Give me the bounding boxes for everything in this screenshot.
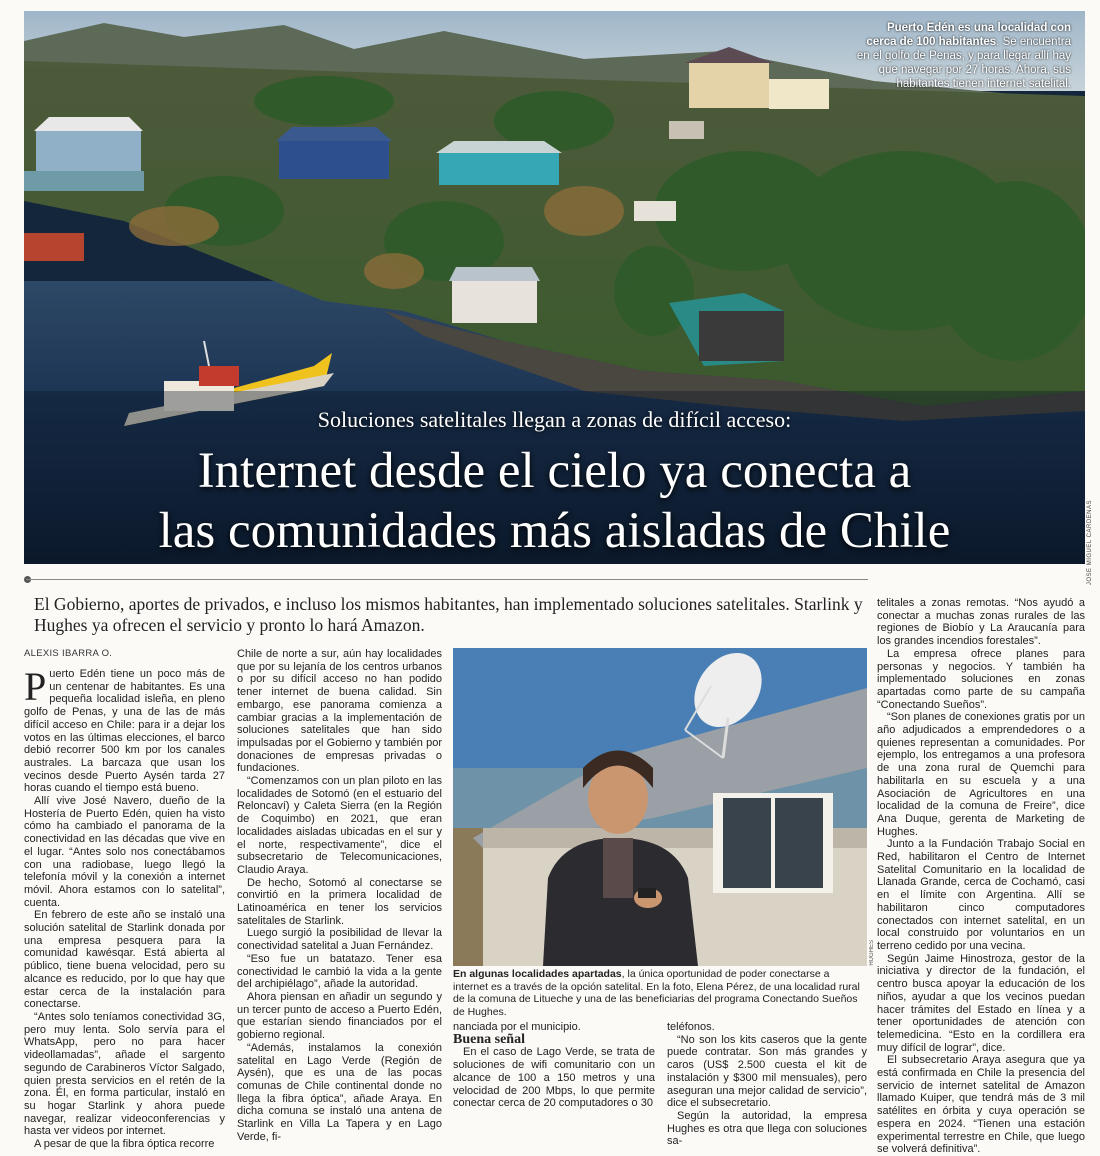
article-kicker: Soluciones satelitales llegan a zonas de difícil acceso: xyxy=(317,407,792,432)
section-title: Buena señal xyxy=(453,1031,525,1047)
hero-caption-bold: Puerto Edén es una localidad con cerca de 100 habitantes xyxy=(866,22,1071,48)
paragraph: La empresa ofrece planes para personas y negocios. Y también ha implementado soluciones en zonas apartadas como parte de su campaña “Conectando Sueños”. xyxy=(877,647,1085,711)
paragraph: En febrero de este año se instaló una solución satelital de Starlink donada por una empresa pesquera para la comunidad kawésqar. Está abierta al público, tiene buena velocidad, pero su alcance es reducido, por lo que hay que estar cerca de la instalación para conectarse. xyxy=(24,909,225,1011)
paragraph: De hecho, Sotomó al conectarse se convirtió en la primera localidad de Latinoamérica en tener los servicios satelitales de Starlink. xyxy=(237,876,442,927)
satellite-dish-photo-illustration xyxy=(453,648,867,966)
hero-photo-caption xyxy=(856,21,1071,91)
inner-caption-text: , la única oportunidad de poder conectarse a internet es a través de la opción satelital. En la foto, Elena Pérez, de una localidad rural de la comuna de Litueche y una de las beneficiarias del programa Conectando Sueños de Hughes. xyxy=(453,968,860,1018)
paragraph: telitales a zonas remotas. “Nos ayudó a conectar a muchas zonas rurales de las regiones de Biobío y La Araucanía para los grandes incendios forestales”. xyxy=(877,597,1085,648)
headline-line-1: Internet desde el cielo ya conecta a xyxy=(197,443,912,499)
paragraph: A pesar de que la fibra óptica recorre xyxy=(34,1138,215,1151)
paragraph: Ahora piensan en añadir un segundo y un tercer punto de acceso a Puerto Edén, que estarían siendo financiados por el gobierno regional. xyxy=(237,990,442,1042)
paragraph: “Antes solo teníamos conectividad 3G, pero muy lenta. Solo servía para el WhatsApp, pero no para hacer videollamadas”, añade el sargento segundo de Carabineros Víctor Salgado, quien presta servicios en el retén de la zona. Él, en forma particular, instaló en su hogar Starlink y ahora puede navegar, realizar videoconferencias y hasta ver videos por internet. xyxy=(24,1010,225,1138)
satellite-dish-photo xyxy=(453,648,867,966)
article-headline xyxy=(24,441,1085,561)
inner-photo-credit: HUGHES xyxy=(869,940,875,966)
paragraph: “No son los kits caseros que la gente puede contratar. Son más grandes y caros (US$ 2.500 cuesta el kit de instalación y $300 mil mensuales), pero aseguran una mejor calidad de servicio”, dice el subsecretario. xyxy=(667,1033,867,1110)
article-subhead: El Gobierno, aportes de privados, e incluso los mismos habitantes, han implementado soluciones satelitales. Starlink y Hughes ya ofrecen el servicio y pronto lo hará Amazon. xyxy=(34,594,863,635)
paragraph: nanciada por el municipio. xyxy=(453,1021,581,1033)
paragraph: Según Jaime Hinostroza, gestor de la iniciativa y director de la fundación, el centro busca apoyar la educación de los niños, ayudar a que los vecinos puedan hacer trámites del Estado en línea y a tener oportunidades de atención con telemedicina. “Esto en la cordillera era muy difícil de lograr”, dice. xyxy=(877,952,1085,1054)
paragraph: Junto a la Fundación Trabajo Social en Red, habilitaron el Centro de Internet Satelital Comunitario en la localidad de Llanada Grande, cerca de Cochamó, casi en el límite con Argentina. Allí se habilitaron cinco computadores conectados con internet satelital, en un local construido por voluntarios en un terreno cedido por una vecina. xyxy=(877,838,1085,952)
paragraph: El subsecretario Araya asegura que ya está confirmada en Chile la presencia del servicio de internet satelital de Amazon llamado Kuiper, que tendrá más de 3 mil satélites en órbita y cuya operación se espera en 2024. “Tienen una estación experimental terrestre en Chile, que luego se volverá definitiva”. xyxy=(877,1054,1085,1156)
paragraph: Allí vive José Navero, dueño de la Hostería de Puerto Edén, quien ha visto cómo ha cambiado el panorama de la conectividad en las décadas que vive en el lugar. “Antes solo nos conectábamos con una radiobase, luego llegó la telefonía móvil y la conexión a internet móvil. Ahora estamos con lo satelital”, cuenta. xyxy=(24,795,225,909)
paragraph: En el caso de Lago Verde, se trata de soluciones de wifi comunitario con un alcance de 100 a 150 metros y una velocidad de 200 Mbps, lo que permite conectar cerca de 20 computadores o 30 xyxy=(453,1046,655,1110)
paragraph: “Eso fue un batatazo. Tener esa conectividad le cambió la vida a la gente del archipiélago”, añade la autoridad. xyxy=(237,952,442,991)
article-column-1 xyxy=(24,664,225,1151)
paragraph: Puerto Edén tiene un poco más de un centenar de habitantes. Es una pequeña localidad isleña, en pleno golfo de Penas, y una de las de más difícil acceso en Chile: para ir a dejar los votos en las últimas elecciones, el barco debió recorrer 500 km por los canales australes. La barcaza que usan los vecinos desde Puerto Aysén tarda 27 horas cuando el tiempo está bueno. xyxy=(24,664,225,795)
hero-caption-text: . Se encuentra en el golfo de Penas, y para llegar allí hay que navegar por 27 horas. Ahora, sus habitantes tienen internet satelital. xyxy=(856,36,1071,90)
inner-caption-bold: En algunas localidades apartadas xyxy=(453,968,622,980)
paragraph: “Además, instalamos la conexión satelital en Lago Verde (Región de Aysén), que es una de las pocas comunas de Chile continental donde no llega la fibra óptica”, añade Araya. En dicha comuna se instaló una antena de Starlink en Villa La Tapera y en Lago Verde, fi- xyxy=(237,1041,442,1143)
paragraph: teléfonos. xyxy=(667,1021,715,1033)
hero-photo-credit: JOSÉ MIGUEL CÁRDENAS xyxy=(1087,500,1093,586)
article-column-2 xyxy=(237,648,442,1143)
article-column-4 xyxy=(667,1021,867,1148)
paragraph: Según la autoridad, la empresa Hughes es otra que llega con soluciones sa- xyxy=(667,1109,867,1148)
drop-cap: P xyxy=(24,664,47,709)
paragraph: “Comenzamos con un plan piloto en las localidades de Sotomó (en el estuario del Reloncaví) y Caleta Sierra (en la Región de Coquimbo) en 2021, que eran localidades aisladas ubicadas en el sur y el norte, respectivamente”, dice el subsecretario de Telecomunicaciones, Claudio Araya. xyxy=(237,775,442,876)
paragraph: Luego surgió la posibilidad de llevar la conectividad satelital a Juan Fernández. xyxy=(237,927,442,953)
inner-photo-caption xyxy=(453,968,867,1018)
article-column-3 xyxy=(453,1021,655,1110)
article-column-5 xyxy=(877,597,1085,1156)
section-rule xyxy=(26,579,868,580)
paragraph: “Son planes de conexiones gratis por un año adjudicados a emprendedores o a quienes representan a comunidades. Por ejemplo, los entregamos a una profesora de una zona rural de Quemchi para habilitarla en su escuela y a una Asociación de Agricultores en una localidad de la comuna de Freire”, dice Ana Duque, gerenta de Marketing de Hughes. xyxy=(877,711,1085,838)
headline-line-2: las comunidades más aisladas de Chile xyxy=(158,503,951,559)
paragraph: Chile de norte a sur, aún hay localidades que por su lejanía de los centros urbanos o por su difícil acceso no han podido tener internet de buena calidad. Sin embargo, ese panorama comienza a cambiar gracias a la implementación de soluciones satelitales que han sido impulsadas por el Gobierno y también por donaciones de empresas privadas o fundaciones. xyxy=(237,648,442,775)
hero-photo xyxy=(24,11,1085,564)
article-byline: ALEXIS IBARRA O. xyxy=(24,648,113,659)
